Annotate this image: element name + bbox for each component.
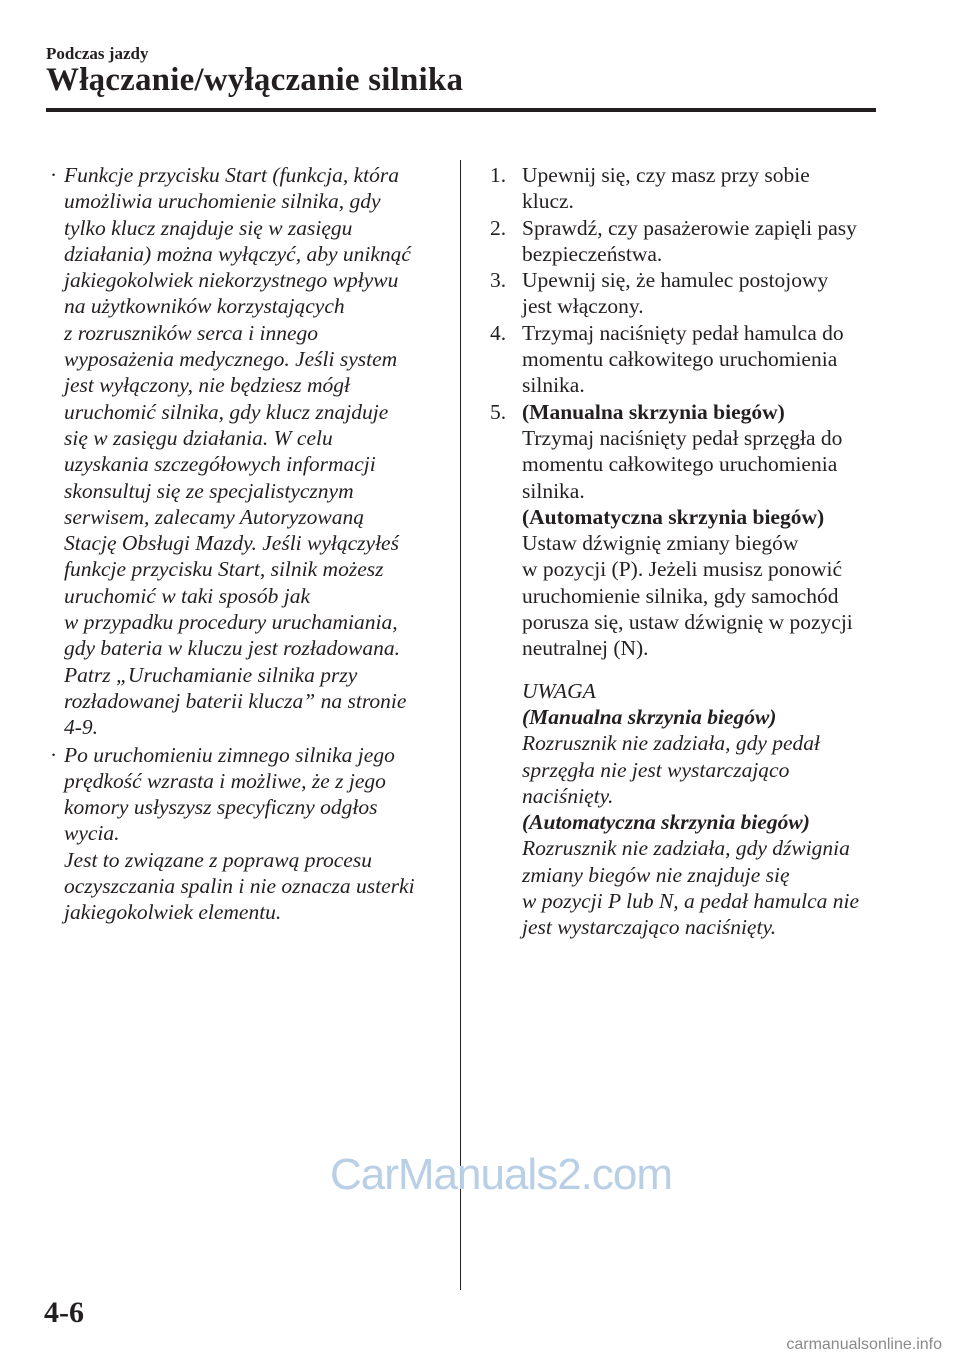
step-heading-manual: (Manualna skrzynia biegów) [522, 399, 785, 424]
section-label: Podczas jazdy [46, 44, 149, 63]
step-number: 1. [490, 163, 507, 187]
bullet-line: funkcje przycisku Start, silnik możesz [64, 557, 384, 582]
step-line: porusza się, ustaw dźwignię w pozycji [522, 610, 853, 635]
watermark: CarManuals2.com [330, 1150, 673, 1199]
bullet-line: działania) można wyłączyć, aby uniknąć [64, 241, 411, 266]
step-number: 3. [490, 268, 507, 293]
bullet-line: się w zasięgu działania. W celu [64, 425, 333, 450]
bullet-line: wycia. [64, 821, 120, 846]
step-line: w pozycji (P). Jeżeli musisz ponowić [522, 557, 843, 582]
bullet-line: uzyskania szczegółowych informacji [64, 452, 376, 477]
step-number: 5. [490, 399, 507, 424]
step-item [490, 162, 880, 215]
bullet-line: Jest to związane z poprawą procesu [64, 847, 372, 872]
bullet-line: serwisem, zalecamy Autoryzowaną [64, 504, 364, 529]
step-line: bezpieczeństwa. [522, 241, 663, 266]
note-line: Rozrusznik nie zadziała, gdy dźwignia [522, 836, 850, 861]
step-line: Trzymaj naciśnięty pedał hamulca do [522, 320, 844, 345]
bullet-dot: · [50, 163, 58, 187]
title-rule [46, 108, 876, 112]
step-line: momentu całkowitego uruchomienia [522, 452, 838, 477]
bullet-line: komory usłyszysz specyficzny odgłos [64, 795, 378, 820]
bullet-line: umożliwia uruchomienie silnika, gdy [64, 189, 381, 214]
bullet-line: gdy bateria w kluczu jest rozładowana. [64, 636, 401, 661]
footer-watermark: carmanualsonline.info [786, 1336, 942, 1353]
step-line: Trzymaj naciśnięty pedał sprzęgła do [522, 425, 843, 450]
note-line: sprzęgła nie jest wystarczająco [522, 757, 790, 782]
column-divider [460, 160, 461, 1290]
note-box [490, 678, 880, 941]
note-line: zmiany biegów nie znajduje się [522, 862, 790, 887]
note-line: naciśnięty. [522, 783, 614, 808]
bullet-line: skonsultuj się ze specjalistycznym [64, 478, 354, 503]
step-line: Upewnij się, że hamulec postojowy [522, 268, 829, 293]
bullet-line: z rozruszników serca i innego [64, 320, 319, 345]
bullet-item [46, 162, 446, 741]
note-heading-automatic: (Automatyczna skrzynia biegów) [522, 810, 810, 835]
bullet-line: rozładowanej baterii klucza” na stronie [64, 688, 407, 713]
bullet-line: prędkość wzrasta i możliwe, że z jego [64, 768, 386, 793]
step-heading-automatic: (Automatyczna skrzynia biegów) [522, 504, 825, 529]
step-line: Ustaw dźwignię zmiany biegów [522, 531, 799, 556]
bullet-dot: · [50, 742, 58, 767]
bullet-line: jakiegokolwiek elementu. [64, 900, 282, 925]
note-heading-manual: (Manualna skrzynia biegów) [522, 704, 777, 729]
note-label: UWAGA [522, 678, 596, 703]
step-item [490, 399, 880, 662]
step-line: neutralnej (N). [522, 636, 649, 661]
step-item [490, 320, 880, 399]
bullet-line: w przypadku procedury uruchamiania, [64, 610, 398, 635]
bullet-line: uruchomić silnika, gdy klucz znajduje [64, 399, 389, 424]
bullet-line: Stację Obsługi Mazdy. Jeśli wyłączyłeś [64, 531, 399, 556]
bullet-line: 4-9. [64, 715, 99, 740]
bullet-line: Patrz „Uruchamianie silnika przy [64, 662, 358, 687]
step-line: silnika. [522, 478, 585, 503]
step-line: uruchomienie silnika, gdy samochód [522, 583, 839, 608]
step-item [490, 215, 880, 268]
page-title: Włączanie/wyłączanie silnika [46, 62, 464, 98]
bullet-line: Po uruchomieniu zimnego silnika jego [64, 742, 395, 767]
step-line: Upewnij się, czy masz przy sobie [522, 163, 810, 187]
page-number: 4-6 [44, 1296, 84, 1329]
note-line: w pozycji P lub N, a pedał hamulca nie [522, 889, 859, 914]
right-column [490, 162, 880, 941]
bullet-line: jest wyłączony, nie będziesz mógł [64, 373, 351, 398]
note-line: Rozrusznik nie zadziała, gdy pedał [522, 731, 820, 756]
step-line: jest włączony. [522, 294, 644, 319]
step-number: 4. [490, 320, 507, 345]
step-line: klucz. [522, 189, 574, 214]
bullet-line: na użytkowników korzystających [64, 294, 345, 319]
bullet-line: Funkcje przycisku Start (funkcja, która [64, 163, 399, 187]
step-number: 2. [490, 215, 507, 240]
step-line: Sprawdź, czy pasażerowie zapięli pasy [522, 215, 857, 240]
note-line: jest wystarczająco naciśnięty. [522, 915, 777, 940]
bullet-item [46, 742, 446, 926]
bullet-line: tylko klucz znajduje się w zasięgu [64, 215, 353, 240]
bullet-line: wyposażenia medycznego. Jeśli system [64, 347, 398, 372]
left-column [46, 162, 446, 927]
step-line: silnika. [522, 373, 585, 398]
bullet-line: jakiegokolwiek niekorzystnego wpływu [64, 268, 399, 293]
bullet-line: oczyszczania spalin i nie oznacza usterki [64, 874, 415, 899]
step-item [490, 267, 880, 320]
step-line: momentu całkowitego uruchomienia [522, 347, 838, 372]
bullet-line: uruchomić w taki sposób jak [64, 583, 311, 608]
